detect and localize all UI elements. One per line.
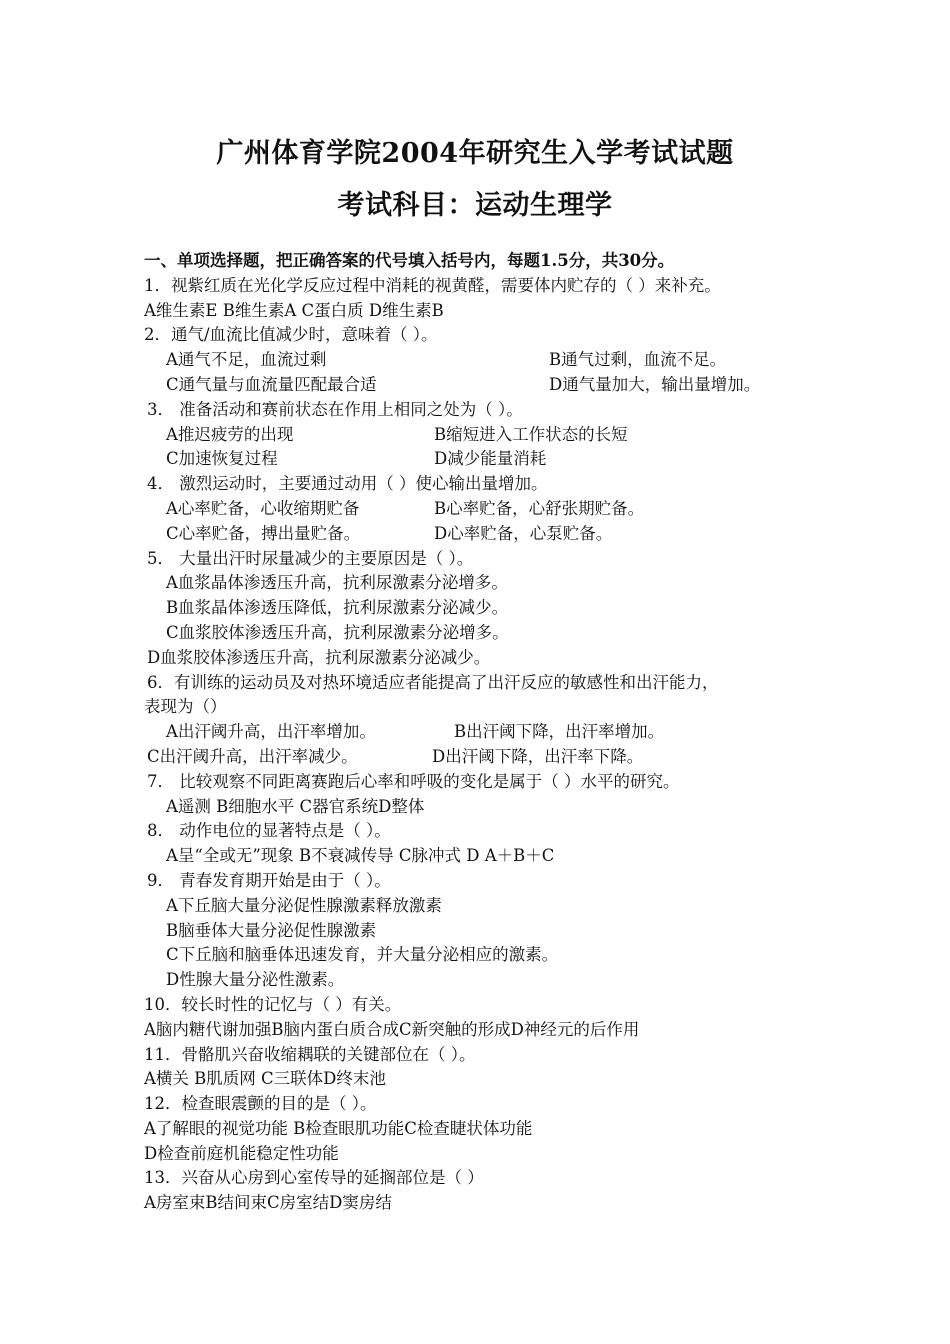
- question-5-option-a: A血浆晶体渗透压升高，抗利尿激素分泌增多。: [166, 573, 508, 593]
- question-5-option-b: B血浆晶体渗透压降低，抗利尿激素分泌减少。: [166, 598, 509, 618]
- question-4-stem: 4． 激烈运动时，主要通过动用（ ）使心输出量增加。: [147, 474, 548, 494]
- question-2-option-d: D通气量加大，输出量增加。: [549, 374, 761, 394]
- question-5-option-c: C血浆胶体渗透压升高，抗利尿激素分泌增多。: [166, 622, 509, 642]
- exam-content: [144, 249, 824, 1216]
- question-2-row-2: [144, 373, 824, 398]
- question-1-options: A维生素E B维生素A C蛋白质 D维生素B: [144, 300, 444, 320]
- question-2-option-a: A通气不足，血流过剩: [166, 350, 327, 370]
- question-9-stem: 9． 青春发育期开始是由于（ ）。: [147, 870, 391, 890]
- exam-subject: 考试科目：运动生理学: [337, 190, 613, 221]
- question-2-stem: 2．通气/血流比值减少时，意味着（ ）。: [144, 325, 438, 345]
- question-3-option-b: B缩短进入工作状态的长短: [434, 424, 628, 444]
- question-4-row-1: [144, 497, 824, 522]
- question-5-stem: 5． 大量出汗时尿量减少的主要原因是（ ）。: [147, 548, 474, 568]
- question-2-row-1: [144, 348, 824, 373]
- question-6-option-d: D出汗阈下降，出汗率下降。: [432, 746, 644, 766]
- question-4-option-a: A心率贮备，心收缩期贮备: [166, 498, 360, 518]
- question-3-row-1: [144, 423, 824, 448]
- question-4-option-d: D心率贮备，心泵贮备。: [434, 523, 613, 543]
- question-7-stem: 7． 比较观察不同距离赛跑后心率和呼吸的变化是属于（ ）水平的研究。: [147, 771, 680, 791]
- question-3-option-c: C加速恢复过程: [166, 449, 278, 469]
- exam-title: 广州体育学院2004年研究生入学考试试题: [216, 138, 734, 169]
- question-9-option-d: D性腺大量分泌性激素。: [166, 970, 345, 990]
- question-6-row-2: [144, 745, 824, 770]
- question-6-stem: 6．有训练的运动员及对热环境适应者能提高了出汗反应的敏感性和出汗能力，: [147, 672, 719, 692]
- question-1-stem: 1．视紫红质在光化学反应过程中消耗的视黄醛，需要体内贮存的（ ）来补充。: [144, 275, 721, 295]
- question-3-option-a: A推迟疲劳的出现: [166, 424, 294, 444]
- question-2-option-b: B通气过剩，血流不足。: [549, 350, 727, 370]
- question-6-option-a: A出汗阈升高，出汗率增加。: [166, 722, 376, 742]
- question-12-options-cont: D检查前庭机能稳定性功能: [144, 1143, 339, 1163]
- question-6-option-b: B出汗阈下降，出汗率增加。: [454, 722, 665, 742]
- question-12-options: A了解眼的视觉功能 B检查眼肌功能C检查睫状体功能: [144, 1118, 533, 1138]
- question-2-option-c: C通气量与血流量匹配最合适: [166, 374, 377, 394]
- question-13-options: A房室束B结间束C房室结D窦房结: [144, 1193, 392, 1213]
- question-6-option-c: C出汗阈升高，出汗率减少。: [147, 746, 358, 766]
- section-heading: 一、单项选择题，把正确答案的代号填入括号内，每题1.5分，共30分。: [144, 251, 675, 270]
- question-6-row-1: [144, 720, 824, 745]
- question-3-option-d: D减少能量消耗: [434, 449, 547, 469]
- question-9-option-a: A下丘脑大量分泌促性腺激素释放激素: [166, 895, 442, 915]
- question-7-options: A遥测 B细胞水平 C器官系统D整体: [166, 796, 425, 816]
- question-8-options: A呈“全或无”现象 B不衰减传导 C脉冲式 D A＋B＋C: [166, 846, 555, 866]
- question-5-option-d: D血浆胶体渗透压升高，抗利尿激素分泌减少。: [147, 647, 491, 667]
- question-3-row-2: [144, 447, 824, 472]
- question-11-options: A横关 B肌质网 C三联体D终末池: [144, 1069, 386, 1089]
- question-4-option-c: C心率贮备，搏出量贮备。: [166, 523, 361, 543]
- question-8-stem: 8． 动作电位的显著特点是（ ）。: [147, 821, 391, 841]
- question-11-stem: 11．骨骼肌兴奋收缩耦联的关键部位在（ ）。: [144, 1044, 476, 1064]
- question-4-row-2: [144, 522, 824, 547]
- question-10-options: A脑内糖代谢加强B脑内蛋白质合成C新突触的形成D神经元的后作用: [144, 1019, 640, 1039]
- question-6-stem-cont: 表现为（）: [144, 697, 227, 717]
- question-9-option-b: B脑垂体大量分泌促性腺激素: [166, 920, 377, 940]
- question-13-stem: 13．兴奋从心房到心室传导的延搁部位是（ ）: [144, 1168, 484, 1188]
- question-9-option-c: C下丘脑和脑垂体迅速发育，并大量分泌相应的激素。: [166, 945, 559, 965]
- question-3-stem: 3． 准备活动和赛前状态在作用上相同之处为（ ）。: [147, 399, 523, 419]
- question-10-stem: 10．较长时性的记忆与（ ）有关。: [144, 994, 402, 1014]
- question-12-stem: 12．检查眼震颤的目的是（ ）。: [144, 1094, 377, 1114]
- question-4-option-b: B心率贮备，心舒张期贮备。: [434, 498, 645, 518]
